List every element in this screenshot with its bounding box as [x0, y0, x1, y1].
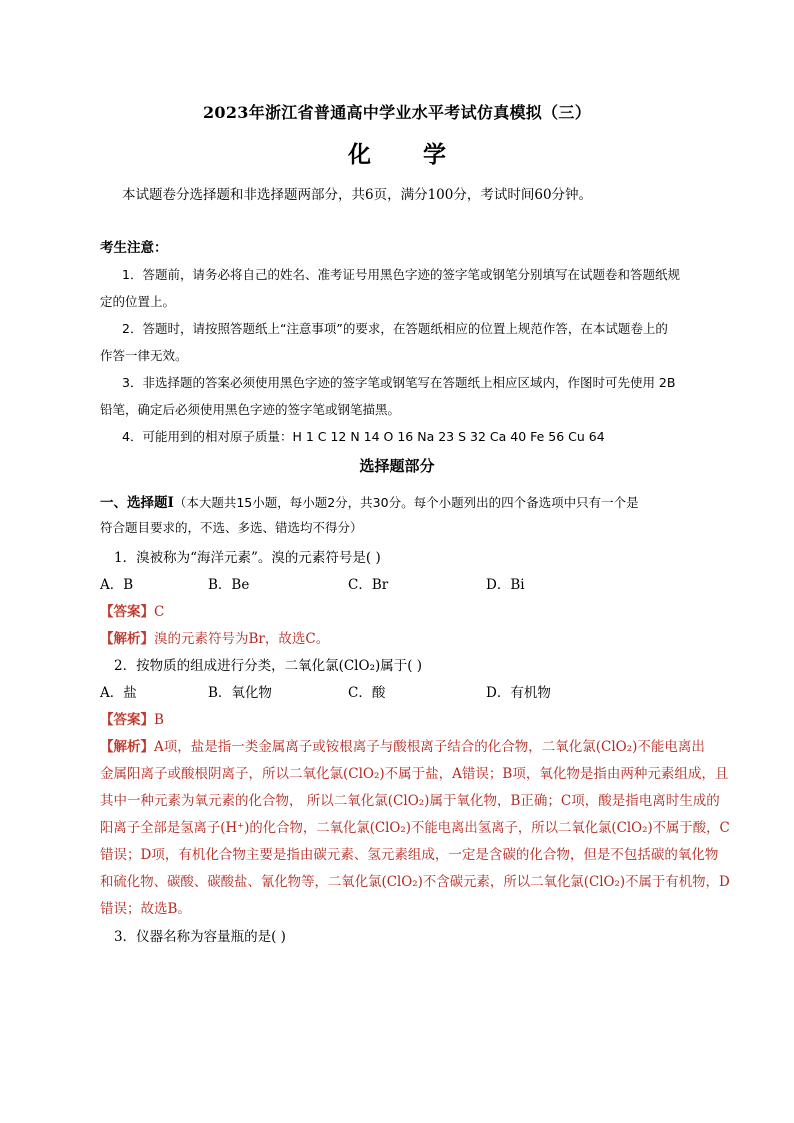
q2-analysis-line-6: 和硫化物、碳酸、碳酸盐、氰化物等，二氧化氯(ClO₂)不含碳元素，所以二氧化氯(ClO₂)不属于有机物，D [100, 874, 730, 890]
answer-tag: 【答案】 [100, 712, 154, 728]
q2-analysis-line-5: 错误；D项，有机化合物主要是指由碳元素、氢元素组成，一定是含碳的化合物，但是不包括碳的氧化物 [100, 847, 719, 863]
part-description: （本大题共15小题，每小题2分，共30分。每个小题列出的四个备选项中只有一个是 [173, 495, 639, 510]
q2-analysis-line-7: 错误；故选B。 [100, 901, 191, 917]
analysis-text: A项，盐是指一类金属离子或铵根离子与酸根离子结合的化合物，二氧化氯(ClO₂)不能电离出 [154, 739, 705, 755]
q1-option-c: C．Br [348, 577, 389, 593]
answer-value: C [154, 604, 165, 620]
notes-heading: 考生注意： [100, 240, 168, 256]
part-label: 一、选择题Ⅰ [100, 495, 174, 511]
q2-answer [100, 708, 164, 728]
section-heading: 选择题部分 [359, 457, 435, 475]
note-2-cont: 作答一律无效。 [100, 348, 188, 363]
q1-answer [100, 600, 164, 620]
answer-value: B [154, 712, 164, 728]
exam-intro: 本试题卷分选择题和非选择题两部分，共6页，满分100分，考试时间60分钟。 [122, 187, 593, 203]
q2-analysis-line-1 [100, 735, 705, 755]
note-4: 4．可能用到的相对原子质量：H 1 C 12 N 14 O 16 Na 23 S 32 Ca 40 Fe 56 Cu 64 [122, 429, 605, 444]
analysis-tag: 【解析】 [100, 631, 154, 647]
q2-analysis-line-2: 金属阳离子或酸根阴离子，所以二氧化氯(ClO₂)不属于盐，A错误；B项，氧化物是指由两种元素组成，且 [100, 766, 729, 782]
question-1-stem: 1．溴被称为“海洋元素”。溴的元素符号是( ) [114, 550, 381, 566]
q1-option-d: D．Bi [486, 577, 525, 593]
exam-title: 2023年浙江省普通高中学业水平考试仿真模拟（三） [202, 103, 592, 122]
note-3-cont: 铅笔，确定后必须使用黑色字迹的签字笔或钢笔描黑。 [100, 402, 401, 417]
q2-option-a: A．盐 [100, 685, 137, 701]
question-3-stem: 3．仪器名称为容量瓶的是( ) [114, 929, 286, 945]
question-2-stem: 2．按物质的组成进行分类，二氧化氯(ClO₂)属于( ) [114, 658, 423, 674]
q2-option-c: C．酸 [348, 685, 386, 701]
subject-title: 化 学 [347, 141, 468, 168]
q1-analysis [100, 627, 329, 647]
part-description-cont: 符合题目要求的，不选、多选、错选均不得分） [100, 520, 363, 535]
note-1: 1．答题前，请务必将自己的姓名、准考证号用黑色字迹的签字笔或钢笔分别填写在试题卷和答题纸规 [122, 267, 680, 282]
q2-option-b: B．氧化物 [208, 685, 272, 701]
q1-option-b: B．Be [208, 577, 250, 593]
note-1-cont: 定的位置上。 [100, 294, 176, 309]
q1-option-a: A．B [100, 577, 134, 593]
answer-tag: 【答案】 [100, 604, 154, 620]
q2-option-d: D．有机物 [486, 685, 551, 701]
q2-analysis-line-4: 阳离子全部是氢离子(H⁺)的化合物，二氧化氯(ClO₂)不能电离出氢离子，所以二氧化氯(ClO₂)不属于酸，C [100, 820, 730, 836]
q2-analysis-line-3: 其中一种元素为氧元素的化合物， 所以二氧化氯(ClO₂)属于氧化物，B正确；C项，酸是指电离时生成的 [100, 793, 720, 809]
analysis-text: 溴的元素符号为Br，故选C。 [154, 631, 330, 647]
note-2: 2．答题时，请按照答题纸上“注意事项”的要求，在答题纸相应的位置上规范作答，在本试题卷上的 [122, 321, 668, 336]
note-3: 3．非选择题的答案必须使用黑色字迹的签字笔或钢笔写在答题纸上相应区域内，作图时可先使用 2B [122, 375, 676, 390]
part-one-header [100, 491, 639, 511]
analysis-tag: 【解析】 [100, 739, 154, 755]
